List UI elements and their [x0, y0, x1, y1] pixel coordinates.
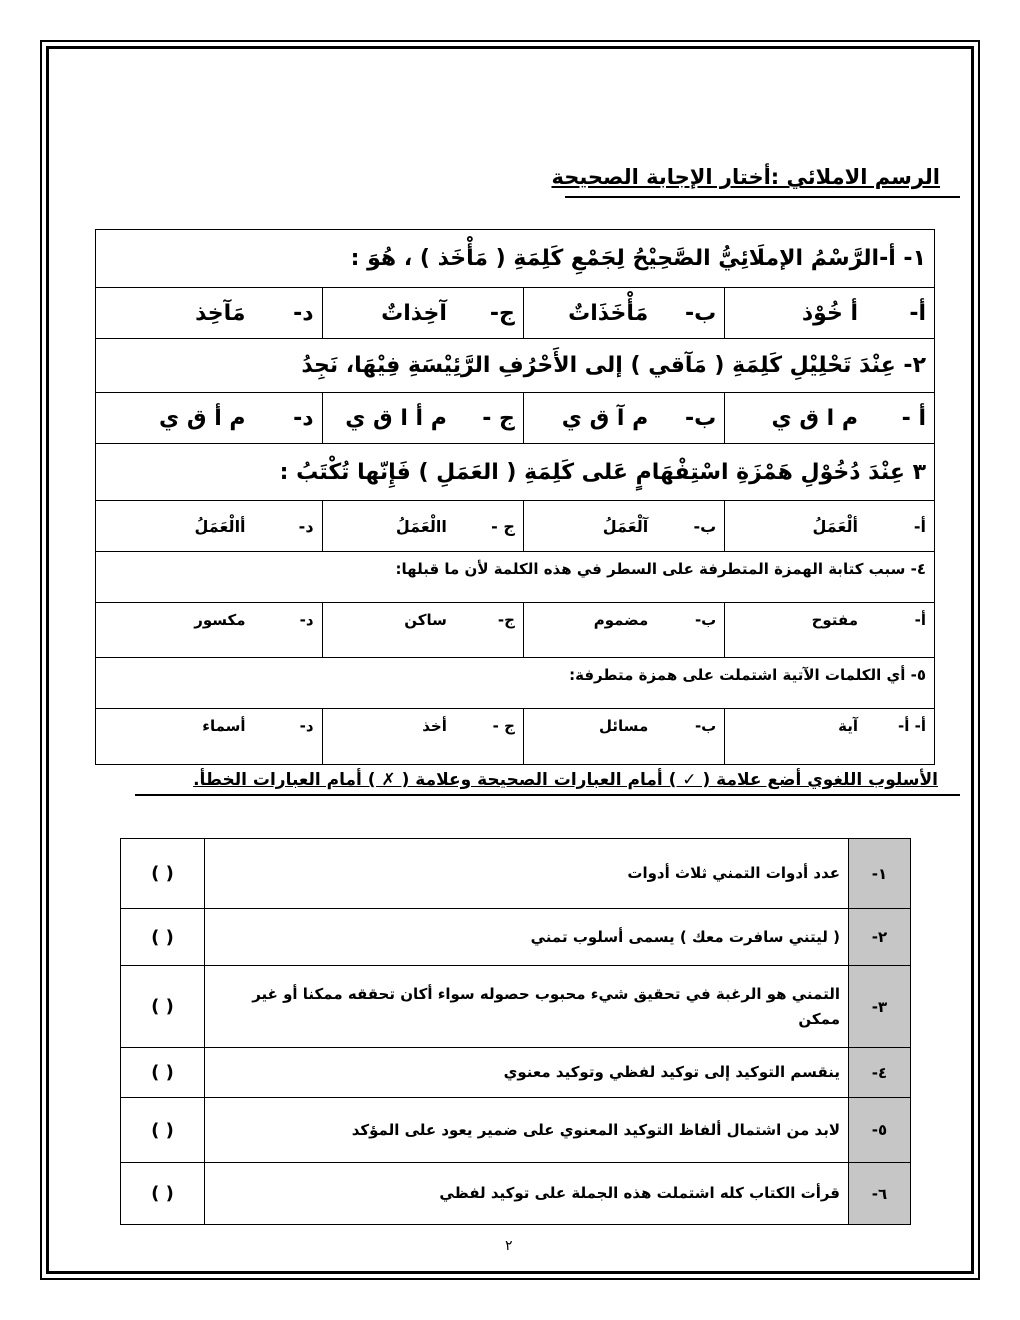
option-letter: د-	[293, 300, 314, 326]
option-letter: ب-	[693, 516, 717, 536]
section1-title: الرسم الاملائي :أختار الإجابة الصحيحة	[551, 165, 940, 189]
question-3: ٣ عِنْدَ دُخُوْلِ هَمْزَةِ اسْتِفْهَامٍ عَلى كَلِمَةِ ( العَمَلِ ) فَإِنّها تُكْتَبُ :	[96, 444, 935, 501]
statement-text: ( ليتني سافرت معك ) يسمى أسلوب تمني	[205, 909, 849, 966]
q5-option-b[interactable]	[523, 709, 724, 765]
option-letter: أ-	[914, 611, 926, 629]
option-value: ألْعَمَلُ	[812, 516, 858, 536]
question-2: ٢- عِنْدَ تَحْلِيْلِ كَلِمَةِ ( مَآقي ) إلى الأَحْرُفِ الرَّئِيْسَةِ فِيْهَا، نَجِدُ	[96, 339, 935, 393]
option-letter: ج-	[489, 300, 515, 326]
option-value: مَآخِذ	[195, 300, 246, 326]
option-letter: أ- أ-	[898, 717, 926, 735]
option-value: آخِذاتٌ	[381, 300, 447, 326]
option-value: مفتوح	[811, 611, 858, 629]
statement-text: قرأت الكتاب كله اشتملت هذه الجملة على توكيد لفظي	[205, 1163, 849, 1225]
statement-text: ينقسم التوكيد إلى توكيد لفظي وتوكيد معنوي	[205, 1048, 849, 1098]
option-value: م أ ق ي	[159, 405, 246, 431]
statement-number: ٢-	[849, 909, 911, 966]
answer-box[interactable]: ( )	[121, 1163, 205, 1225]
q1-option-b[interactable]	[523, 288, 724, 339]
q1-option-d[interactable]	[96, 288, 323, 339]
option-letter: ج -	[491, 516, 515, 536]
answer-box[interactable]: ( )	[121, 1098, 205, 1163]
option-letter: ج-	[497, 611, 515, 629]
option-value: االْعَمَلُ	[395, 516, 447, 536]
q4-option-c[interactable]	[322, 603, 523, 658]
option-value: أ خُوْذ	[801, 300, 858, 326]
option-letter: ج -	[492, 717, 515, 735]
option-value: مضموم	[593, 611, 649, 629]
statement-text: التمني هو الرغبة في تحقيق شيء محبوب حصوله سواء أكان تحققه ممكنا أو غير ممكن	[205, 966, 849, 1048]
answer-box[interactable]: ( )	[121, 966, 205, 1048]
option-value: أالْعَمَلُ	[194, 516, 246, 536]
option-letter: د-	[298, 516, 314, 536]
section2-underline	[135, 794, 960, 796]
option-letter: ب-	[685, 405, 717, 431]
option-value: مكسور	[194, 611, 246, 629]
q2-option-c[interactable]	[322, 393, 523, 444]
q3-option-b[interactable]	[523, 501, 724, 552]
q3-option-a[interactable]	[725, 501, 935, 552]
q5-option-d[interactable]	[96, 709, 323, 765]
statement-number: ٦-	[849, 1163, 911, 1225]
answer-box[interactable]: ( )	[121, 909, 205, 966]
option-value: ساكن	[404, 611, 447, 629]
question-1: ١- أ-الرَّسْمُ الإملَائِيُّ الصَّحِيْحُ لِجَمْعِ كَلِمَةِ ( مَأْخَذ ) ، هُوَ :	[96, 230, 935, 288]
section2-title: الأسلوب اللغوي أضع علامة ( ✓ ) أمام العبارات الصحيحة وعلامة ( ✗ ) أمام العبارات الخطأ.	[193, 770, 938, 790]
true-false-table	[120, 838, 911, 1225]
option-letter: ب-	[694, 611, 717, 629]
q4-option-a[interactable]	[725, 603, 935, 658]
statement-number: ٣-	[849, 966, 911, 1048]
option-value: م أ ا ق ي	[345, 405, 447, 431]
option-letter: د-	[293, 405, 314, 431]
q4-option-d[interactable]	[96, 603, 323, 658]
option-letter: ج -	[482, 405, 515, 431]
statement-number: ٥-	[849, 1098, 911, 1163]
q5-option-a[interactable]	[725, 709, 935, 765]
option-value: مَأْخَذَاتٌ	[568, 300, 649, 326]
statement-number: ١-	[849, 839, 911, 909]
q1-option-a[interactable]	[725, 288, 935, 339]
statement-text: لابد من اشتمال ألفاظ التوكيد المعنوي على ضمير يعود على المؤكد	[205, 1098, 849, 1163]
option-value: آية	[838, 717, 858, 735]
q3-option-c[interactable]	[322, 501, 523, 552]
answer-box[interactable]: ( )	[121, 839, 205, 909]
option-letter: أ -	[901, 405, 926, 431]
q3-option-d[interactable]	[96, 501, 323, 552]
option-value: أسماء	[202, 717, 246, 735]
question-5: ٥- أي الكلمات الآتية اشتملت على همزة متطرفة:	[96, 658, 935, 709]
page-number: ٢	[505, 1238, 513, 1254]
q5-option-c[interactable]	[322, 709, 523, 765]
q2-option-b[interactable]	[523, 393, 724, 444]
q2-option-d[interactable]	[96, 393, 323, 444]
option-letter: أ-	[909, 300, 926, 326]
option-letter: د-	[299, 717, 314, 735]
option-value: م آ ق ي	[561, 405, 649, 431]
option-letter: ب-	[694, 717, 717, 735]
statement-text: عدد أدوات التمني ثلاث أدوات	[205, 839, 849, 909]
option-letter: ب-	[685, 300, 717, 326]
option-value: مسائل	[599, 717, 649, 735]
q1-option-c[interactable]	[322, 288, 523, 339]
question-4: ٤- سبب كتابة الهمزة المتطرفة على السطر في هذه الكلمة لأن ما قبلها:	[96, 552, 935, 603]
answer-box[interactable]: ( )	[121, 1048, 205, 1098]
title-underline	[565, 196, 960, 198]
q4-option-b[interactable]	[523, 603, 724, 658]
statement-number: ٤-	[849, 1048, 911, 1098]
multiple-choice-table	[95, 229, 935, 765]
option-letter: د-	[299, 611, 314, 629]
option-value: آلْعَمَلُ	[602, 516, 649, 536]
option-letter: أ-	[913, 516, 926, 536]
q2-option-a[interactable]	[725, 393, 935, 444]
option-value: م ا ق ي	[771, 405, 858, 431]
option-value: أخذ	[422, 717, 447, 735]
